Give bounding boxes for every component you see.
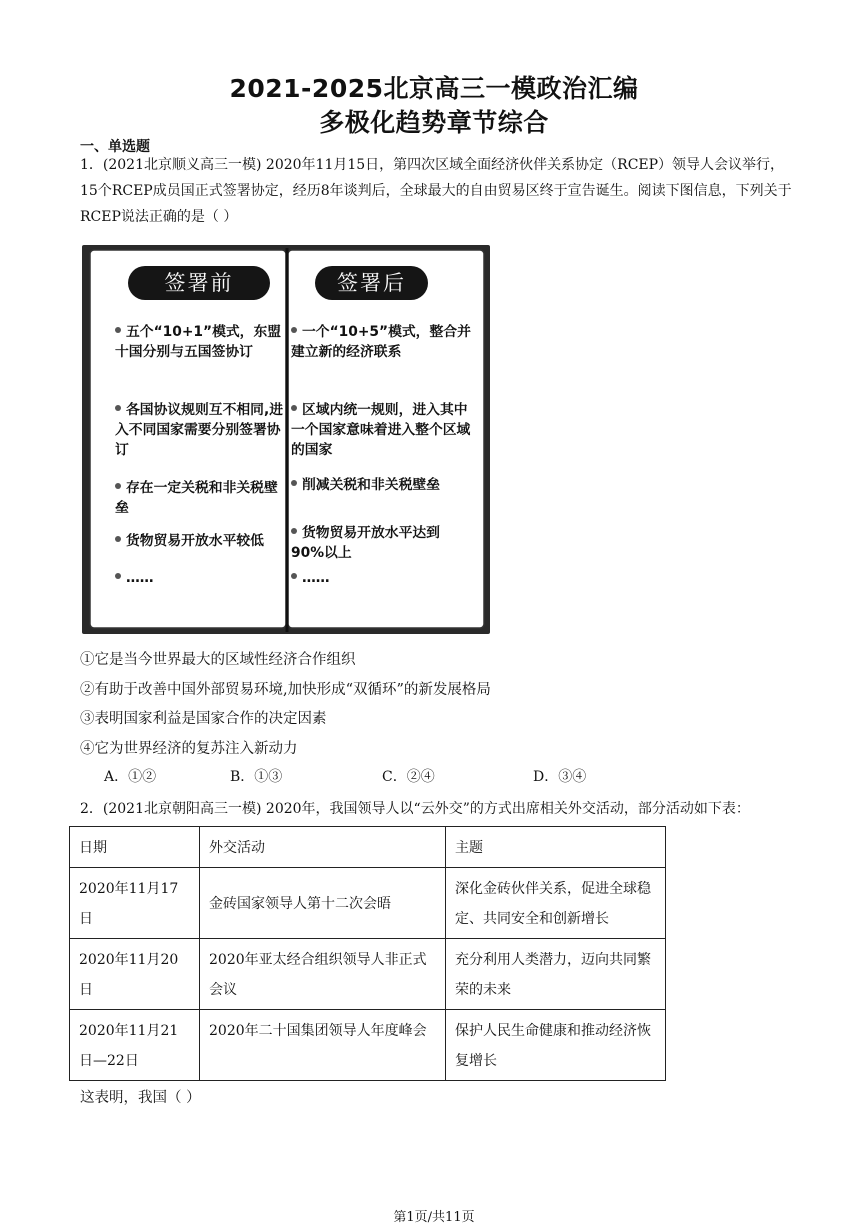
after-signing-label: 签署后 (315, 266, 428, 300)
bullet-icon (115, 405, 121, 411)
rcep-book-figure (80, 244, 492, 636)
diplomacy-table (69, 826, 666, 1081)
bullet-icon (291, 480, 297, 486)
option-b[interactable]: B．①③ (230, 769, 283, 785)
bullet-icon (291, 573, 297, 579)
option-d[interactable]: D．③④ (533, 769, 587, 785)
option-c[interactable]: C．②④ (382, 769, 435, 785)
before-item: 各国协议规则互不相同,进入不同国家需要分别签署协订 (115, 402, 284, 458)
table-row (70, 939, 666, 1010)
bullet-icon (115, 573, 121, 579)
answer-options (104, 766, 664, 788)
after-item: 区域内统一规则，进入其中一个国家意味着进入整个区域的国家 (291, 402, 471, 458)
statement-1: ①它是当今世界最大的区域性经济合作组织 (80, 652, 356, 668)
table-row (70, 868, 666, 939)
table-cell: 2020年11月20日 (70, 939, 200, 1010)
bullet-icon (115, 483, 121, 489)
table-header: 外交活动 (200, 827, 446, 868)
after-item: 一个“10+5”模式，整合并建立新的经济联系 (291, 324, 471, 360)
after-item: 削减关税和非关税壁垒 (291, 475, 471, 495)
bullet-icon (291, 528, 297, 534)
table-cell: 深化金砖伙伴关系，促进全球稳定、共同安全和创新增长 (446, 868, 666, 939)
bullet-icon (115, 327, 121, 333)
statement-4: ④它为世界经济的复苏注入新动力 (80, 741, 298, 757)
table-header: 日期 (70, 827, 200, 868)
table-cell: 2020年亚太经合组织领导人非正式会议 (200, 939, 446, 1010)
table-cell: 保护人民生命健康和推动经济恢复增长 (446, 1010, 666, 1081)
after-item: 货物贸易开放水平达到90%以上 (291, 525, 440, 561)
table-row (70, 1010, 666, 1081)
table-cell: 2020年11月17日 (70, 868, 200, 939)
bullet-icon (291, 405, 297, 411)
bullet-icon (291, 327, 297, 333)
before-item: 存在一定关税和非关税壁垒 (115, 480, 278, 516)
document-title: 2021-2025北京高三一模政治汇编 (229, 74, 639, 103)
bullet-icon (115, 536, 121, 542)
statement-3: ③表明国家利益是国家合作的决定因素 (80, 711, 327, 727)
after-item: …… (291, 568, 471, 588)
table-cell: 充分利用人类潜力，迈向共同繁荣的未来 (446, 939, 666, 1010)
table-cell: 2020年二十国集团领导人年度峰会 (200, 1010, 446, 1081)
question-2-stem: 2．(2021北京朝阳高三一模) 2020年，我国领导人以“云外交”的方式出席相关外交活动，部分活动如下表： (80, 801, 750, 817)
question-2-followup: 这表明，我国（ ） (80, 1090, 201, 1106)
before-item: 货物贸易开放水平较低 (115, 531, 290, 551)
table-cell: 金砖国家领导人第十二次会晤 (200, 868, 446, 939)
table-header-row (70, 827, 666, 868)
section-heading: 一、单选题 (80, 139, 150, 155)
document-subtitle: 多极化趋势章节综合 (319, 108, 549, 137)
page-footer: 第1页/共11页 (393, 1210, 475, 1225)
question-1-stem: 1．(2021北京顺义高三一模) 2020年11月15日，第四次区域全面经济伙伴关系协定（RCEP）领导人会议举行，15个RCEP成员国正式签署协定，经历8年谈判后，全球最大的自由贸易区终于宣告诞生。阅读下图信息，下列关于RCEP说法正确的是（ ） (80, 157, 792, 225)
before-item: 五个“10+1”模式，东盟十国分别与五国签协订 (115, 324, 282, 360)
table-cell: 2020年11月21日—22日 (70, 1010, 200, 1081)
table-header: 主题 (446, 827, 666, 868)
option-a[interactable]: A．①② (104, 769, 157, 785)
before-signing-label: 签署前 (128, 266, 270, 300)
statement-2: ②有助于改善中国外部贸易环境,加快形成“双循环”的新发展格局 (80, 682, 491, 698)
before-item: …… (115, 568, 290, 588)
